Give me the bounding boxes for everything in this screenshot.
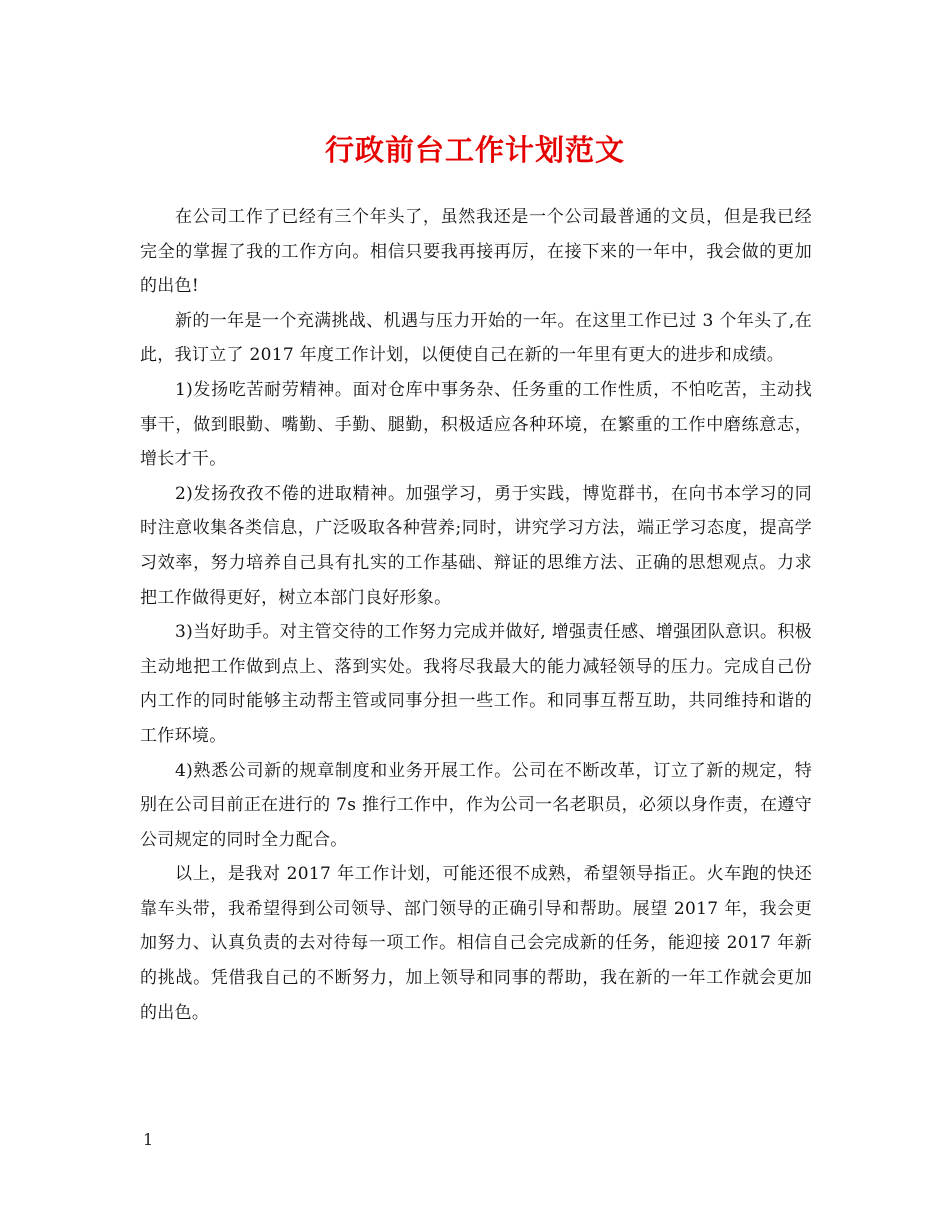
paragraph-item-3: 3)当好助手。对主管交待的工作努力完成并做好, 增强责任感、增强团队意识。积极主动地把工作做到点上、落到实处。我将尽我最大的能力减轻领导的压力。完成自己份内工作的同时能够主动帮主管或同事分担一些工作。和同事互帮互助，共同维持和谐的工作环境。	[140, 622, 812, 746]
paragraph-new-year: 新的一年是一个充满挑战、机遇与压力开始的一年。在这里工作已过 3 个年头了,在此，我订立了 2017 年度工作计划，以便使自己在新的一年里有更大的进步和成绩。	[140, 310, 812, 366]
paragraph-item-2: 2)发扬孜孜不倦的进取精神。加强学习，勇于实践，博览群书，在向书本学习的同时注意收集各类信息，广泛吸取各种营养;同时，讲究学习方法，端正学习态度，提高学习效率，努力培养自己具有扎实的工作基础、辩证的思维方法、正确的思想观点。力求把工作做得更好，树立本部门良好形象。	[140, 483, 812, 608]
paragraph-conclusion: 以上，是我对 2017 年工作计划，可能还很不成熟，希望领导指正。火车跑的快还靠车头带，我希望得到公司领导、部门领导的正确引导和帮助。展望 2017 年，我会更加努力、认真负责的去对待每一项工作。相信自己会完成新的任务，能迎接 2017 年新的挑战。凭借我自己的不断努力，加上领导和同事的帮助，我在新的一年工作就会更加的出色。	[140, 864, 812, 1023]
paragraph-item-1: 1)发扬吃苦耐劳精神。面对仓库中事务杂、任务重的工作性质，不怕吃苦，主动找事干，做到眼勤、嘴勤、手勤、腿勤，积极适应各种环境，在繁重的工作中磨练意志，增长才干。	[140, 379, 812, 470]
document-title: 行政前台工作计划范文	[324, 133, 625, 167]
page-number: 1	[143, 1130, 154, 1149]
document-body	[140, 200, 812, 1030]
paragraph-intro: 在公司工作了已经有三个年头了，虽然我还是一个公司最普通的文员，但是我已经完全的掌握了我的工作方向。相信只要我再接再厉，在接下来的一年中，我会做的更加的出色!	[140, 207, 812, 297]
paragraph-item-4: 4)熟悉公司新的规章制度和业务开展工作。公司在不断改革，订立了新的规定，特别在公司目前正在进行的 7s 推行工作中，作为公司一名老职员，必须以身作责，在遵守公司规定的同时全力配合。	[140, 760, 812, 850]
